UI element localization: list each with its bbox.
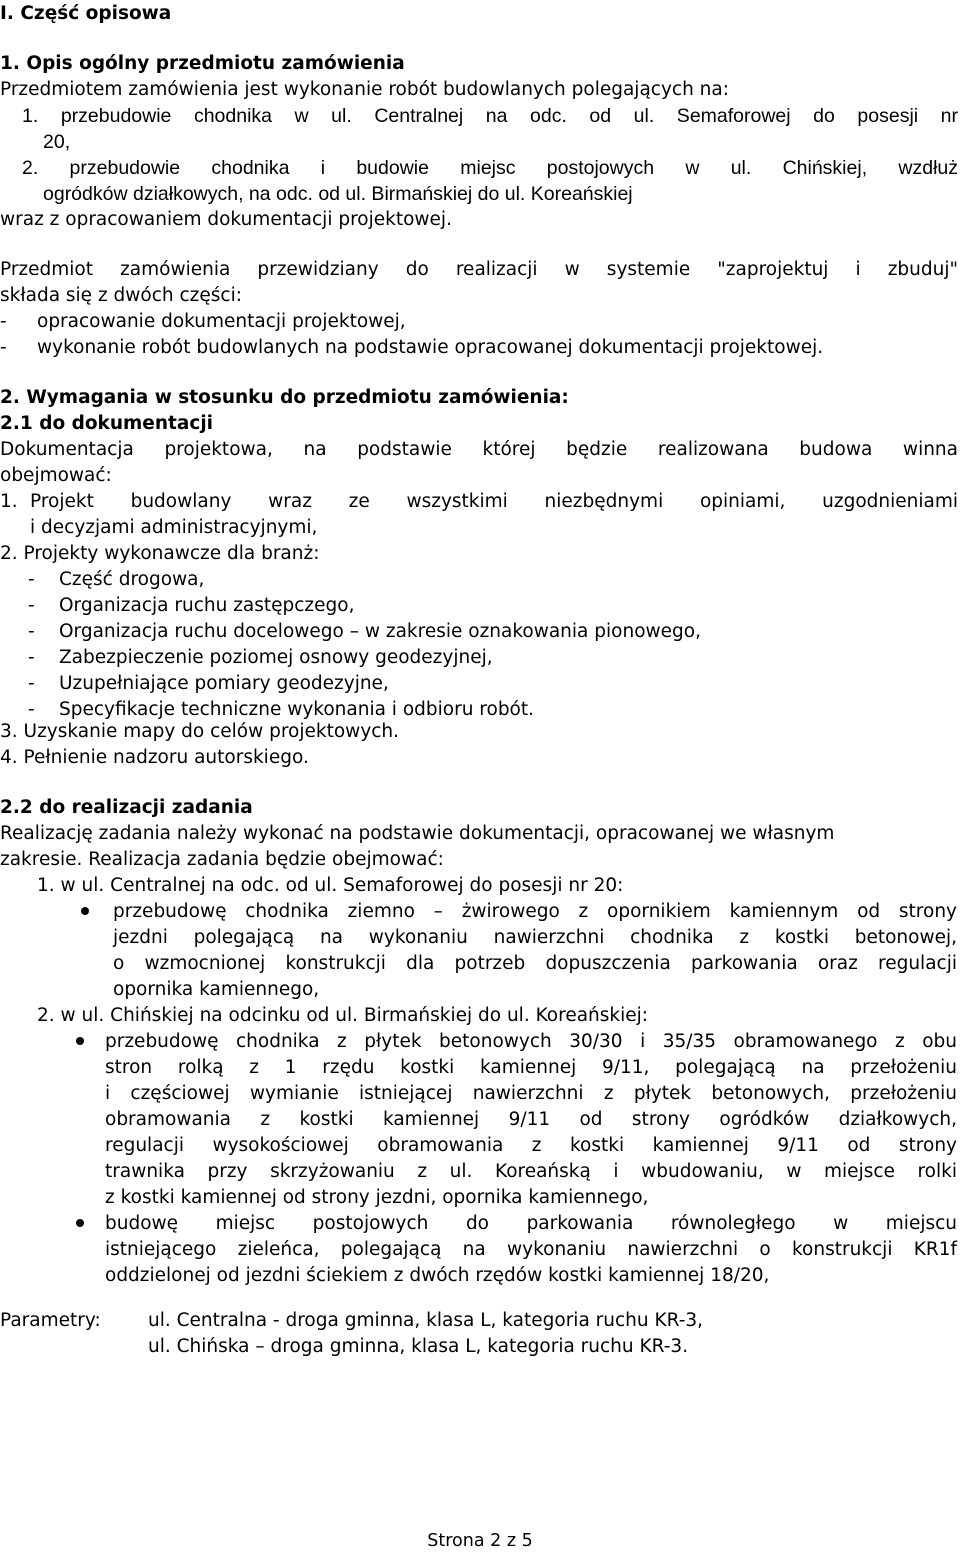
realization-item-1: 1. w ul. Centralnej na odc. od ul. Semaforowej do posesji nr 20: [37, 875, 624, 896]
parameters-line-2: ul. Chińska – droga gminna, klasa L, kategoria ruchu KR-3. [148, 1336, 689, 1357]
dash-item-text: Specyfikacje techniczne wykonania i odbioru robót. [59, 699, 535, 720]
bullet-marker [81, 907, 89, 915]
realization-item-2-bullet-1-line: trawnika przy skrzyżowaniu z ul. Koreańską i wbudowaniu, w miejsce rolki [105, 1161, 957, 1182]
dash-marker: - [28, 595, 35, 616]
section-1-intro: Przedmiotem zamówienia jest wykonanie robót budowlanych polegających na: [0, 79, 729, 100]
document-heading: I. Część opisowa [0, 3, 172, 24]
section-2-title: 2. Wymagania w stosunku do przedmiotu zamówienia: [0, 387, 569, 408]
dash-marker: - [28, 673, 35, 694]
section-1-item-2-line-2: ogródków działkowych, na odc. od ul. Birmańskiej do ul. Koreańskiej [43, 183, 633, 205]
realization-item-2-bullet-1-line: obramowania z kostki kamiennej 9/11 od strony ogródków działkowych, [105, 1109, 957, 1130]
realization-item-1-bullet-line: przebudowę chodnika ziemno – żwirowego z opornikiem kamiennym od strony [113, 901, 957, 922]
realization-item-1-bullet-line: opornika kamiennego, [113, 979, 320, 1000]
dash-marker: - [28, 699, 35, 720]
section-2-1-item-4: 4. Pełnienie nadzoru autorskiego. [0, 747, 309, 768]
section-2-1-item-2: 2. Projekty wykonawcze dla branż: [0, 543, 320, 564]
section-2-1-title: 2.1 do dokumentacji [0, 413, 214, 434]
section-1-paragraph-line-1: Przedmiot zamówienia przewidziany do realizacji w systemie "zaprojektuj i zbuduj" [0, 259, 958, 280]
dash-item-text: wykonanie robót budowlanych na podstawie opracowanej dokumentacji projektowej. [37, 337, 824, 358]
dash-marker: - [28, 621, 35, 642]
section-2-2-paragraph-line-1: Realizację zadania należy wykonać na podstawie dokumentacji, opracowanej we własnym [0, 823, 835, 844]
parameters-line-1: ul. Centralna - droga gminna, klasa L, kategoria ruchu KR-3, [148, 1310, 704, 1331]
section-2-1-item-1-line-1: Projekt budowlany wraz ze wszystkimi niezbędnymi opiniami, uzgodnieniami [30, 491, 958, 512]
bullet-marker [76, 1037, 84, 1045]
section-2-1-paragraph-line-2: obejmować: [0, 465, 112, 486]
dash-item-text: opracowanie dokumentacji projektowej, [37, 311, 406, 332]
section-1-title: 1. Opis ogólny przedmiotu zamówienia [0, 53, 405, 74]
section-2-2-title: 2.2 do realizacji zadania [0, 797, 253, 818]
realization-item-2: 2. w ul. Chińskiej na odcinku od ul. Birmańskiej do ul. Koreańskiej: [37, 1005, 649, 1026]
section-1-item-2-line-1: 2. przebudowie chodnika i budowie miejsc postojowych w ul. Chińskiej, wzdłuż [22, 157, 958, 179]
section-2-1-item-1-line-2: i decyzjami administracyjnymi, [30, 517, 318, 538]
section-1-item-1-line-1: 1. przebudowie chodnika w ul. Centralnej na odc. od ul. Semaforowej do posesji nr [22, 105, 958, 127]
bullet-marker [76, 1219, 84, 1227]
realization-item-2-bullet-1-line: i częściowej wymianie istniejącej nawierzchni z płytek betonowych, przełożeniu [105, 1083, 957, 1104]
dash-item-text: Organizacja ruchu docelowego – w zakresie oznakowania pionowego, [59, 621, 701, 642]
dash-marker: - [28, 647, 35, 668]
dash-marker: - [0, 337, 7, 358]
parameters-label: Parametry: [0, 1310, 101, 1331]
dash-marker: - [0, 311, 7, 332]
page-number: Strona 2 z 5 [427, 1531, 533, 1551]
realization-item-2-bullet-1-line: przebudowę chodnika z płytek betonowych 30/30 i 35/35 obramowanego z obu [105, 1031, 957, 1052]
realization-item-2-bullet-2-line: oddzielonej od jezdni ściekiem z dwóch rzędów kostki kamiennej 18/20, [105, 1265, 770, 1286]
realization-item-2-bullet-1-line: stron rolką z 1 rzędu kostki kamiennej 9/11, polegającą na przełożeniu [105, 1057, 957, 1078]
section-2-2-paragraph-line-2: zakresie. Realizacja zadania będzie obejmować: [0, 849, 444, 870]
realization-item-2-bullet-1-line: regulacji wysokościowej obramowania z kostki kamiennej 9/11 od strony [105, 1135, 957, 1156]
realization-item-1-bullet-line: jezdni polegającą na wykonaniu nawierzchni chodnika z kostki betonowej, [113, 927, 957, 948]
realization-item-1-bullet-line: o wzmocnionej konstrukcji dla potrzeb dopuszczenia parkowania oraz regulacji [113, 953, 957, 974]
section-2-1-item-3: 3. Uzyskanie mapy do celów projektowych. [0, 721, 400, 742]
realization-item-2-bullet-2-line: budowę miejsc postojowych do parkowania równoległego w miejscu [105, 1213, 957, 1234]
dash-item-text: Zabezpieczenie poziomej osnowy geodezyjnej, [59, 647, 493, 668]
realization-item-2-bullet-2-line: istniejącego zieleńca, polegającą na wykonaniu nawierzchni o konstrukcji KR1f [105, 1239, 957, 1260]
dash-item-text: Organizacja ruchu zastępczego, [59, 595, 355, 616]
section-2-1-paragraph-line-1: Dokumentacja projektowa, na podstawie której będzie realizowana budowa winna [0, 439, 958, 460]
realization-item-2-bullet-1-line: z kostki kamiennej od strony jezdni, opornika kamiennego, [105, 1187, 649, 1208]
dash-marker: - [28, 569, 35, 590]
dash-item-text: Część drogowa, [59, 569, 205, 590]
dash-item-text: Uzupełniające pomiary geodezyjne, [59, 673, 389, 694]
section-1-item-1-line-2: 20, [43, 131, 71, 153]
section-2-1-item-1-number: 1. [0, 491, 18, 512]
section-1-paragraph-line-2: składa się z dwóch części: [0, 285, 242, 306]
section-1-item-2-line-3: wraz z opracowaniem dokumentacji projektowej. [0, 209, 452, 230]
